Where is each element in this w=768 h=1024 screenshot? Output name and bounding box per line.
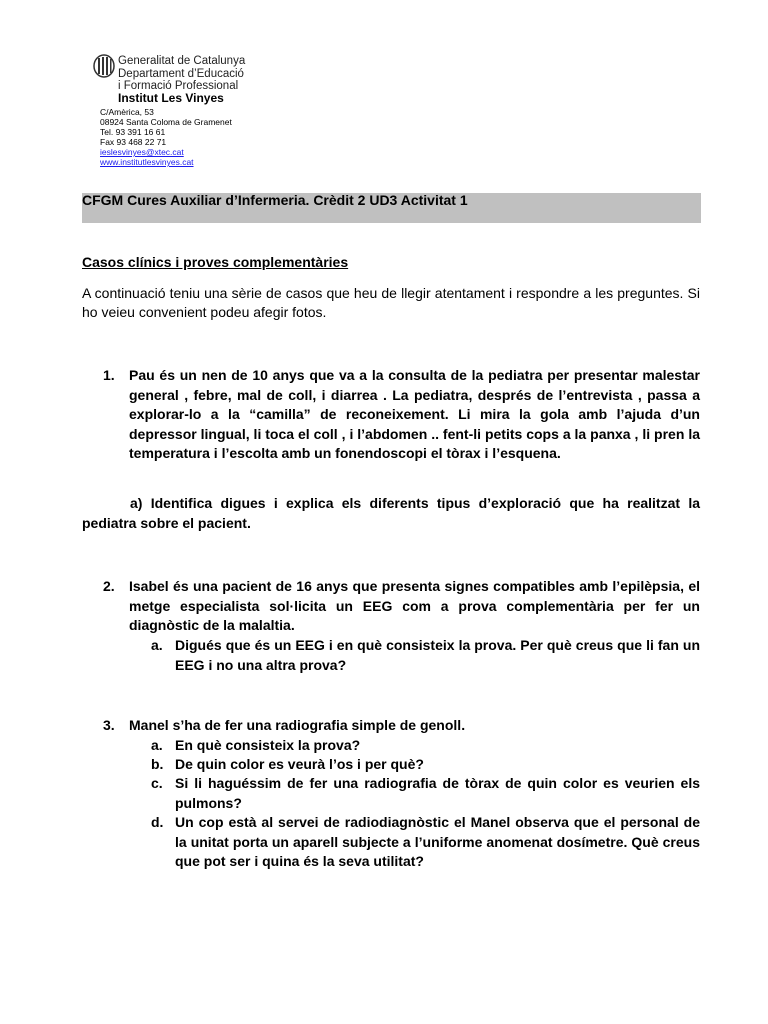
question-1-subquestion: a) Identifica digues i explica els diferents tipus d’exploració que ha realitzat la pediatra sobre el pacient. <box>82 495 700 531</box>
question-3b-text: De quin color es veurà l’os i per què? <box>175 756 424 772</box>
document-title-bar <box>82 193 701 223</box>
subquestion-letter: a. <box>151 737 163 753</box>
question-number: 3. <box>103 717 115 733</box>
section-title: Casos clínics i proves complementàries <box>82 254 349 270</box>
subquestion-letter: d. <box>151 814 164 830</box>
question-3c-text: Si li haguéssim de fer una radiografia de tòrax de quin color es veurien els pulmons? <box>175 775 700 811</box>
question-number: 1. <box>103 367 115 383</box>
question-2-text: Isabel és una pacient de 16 anys que presenta signes compatibles amb l’epilèpsia, el metge especialista sol·licita un EEG com a prova complementària per fer un diagnòstic de la malaltia. <box>129 578 700 633</box>
address-line: Tel. 93 391 16 61 <box>100 127 166 137</box>
question-2a-text: Digués que és un EEG i en què consisteix la prova. Per què creus que li fan un EEG i no una altra prova? <box>175 637 700 673</box>
school-address <box>100 107 232 167</box>
org-line: Generalitat de Catalunya <box>118 55 246 67</box>
website-link[interactable]: www.institutlesvinyes.cat <box>100 157 194 167</box>
generalitat-logo-icon <box>93 54 115 78</box>
org-line: Departament d’Educació <box>118 67 244 80</box>
address-line: Fax 93 468 22 71 <box>100 137 167 147</box>
question-3d-text: Un cop està al servei de radiodiagnòstic el Manel observa que el personal de la unitat porta un aparell subjecte a l’uniforme anomenat dosímetre. Què creus que pot ser i quina és la seva utilitat? <box>175 814 700 869</box>
subquestion-letter: a. <box>151 637 163 653</box>
address-line: C/Amèrica, 53 <box>100 107 154 117</box>
question-3a-text: En què consisteix la prova? <box>175 737 361 753</box>
question-1-text: Pau és un nen de 10 anys que va a la consulta de la pediatra per presentar malestar general , febre, mal de coll, i diarrea . La pediatra, després de l’entrevista , passa a explorar-lo a la “camilla” de reconeixement. Li mira la gola amb l’ajuda d’un depressor lingual, li toca el coll , i l’abdomen .. fent-li petits cops a la panxa , li pren la temperatura i l’escolta amb un fonendoscopi el tòrax i l’esquena. <box>129 367 700 461</box>
question-3-text: Manel s’ha de fer una radiografia simple de genoll. <box>129 717 466 733</box>
intro-paragraph: A continuació teniu una sèrie de casos que heu de llegir atentament i respondre a les preguntes. Si ho veieu convenient podeu afegir fotos. <box>82 285 700 320</box>
subquestion-letter: b. <box>151 756 164 772</box>
school-name: Institut Les Vinyes <box>118 91 224 105</box>
organization-name <box>118 55 245 93</box>
subquestion-letter: c. <box>151 775 163 791</box>
address-line: 08924 Santa Coloma de Gramenet <box>100 117 232 127</box>
question-number: 2. <box>103 578 115 594</box>
email-link[interactable]: ieslesvinyes@xtec.cat <box>100 147 184 157</box>
org-line: i Formació Professional <box>118 80 239 92</box>
document-title: CFGM Cures Auxiliar d’Infermeria. Crèdit 2 UD3 Activitat 1 <box>82 192 468 208</box>
